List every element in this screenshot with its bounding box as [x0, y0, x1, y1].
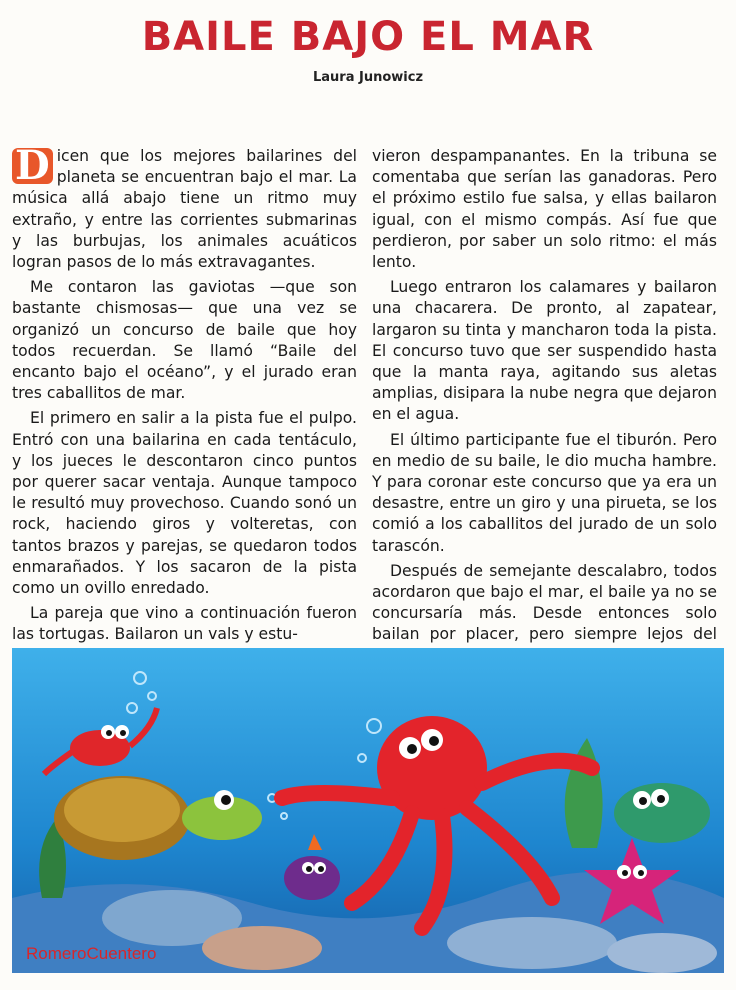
paragraph-2: Me contaron las gaviotas —que son bastante chismosas— que una vez se organizó un concurso de baile que hoy todos recuerdan. Se llamó “Baile del encanto bajo el océano”, y el jurado eran tres caballitos de mar. [12, 278, 357, 403]
paragraph-1-text: icen que los mejores bailarines del planeta se encuentran bajo el mar. La música allá abajo tiene un ritmo muy extraño, y entre las corrientes submarinas y las burbujas, los animales acuáticos logran pasos de lo más extravagantes. [12, 147, 357, 272]
green-fish [614, 783, 710, 843]
rock [202, 926, 322, 970]
paragraph-5: vieron despampanantes. En la tribuna se comentaba que serían las ganadoras. Pero el próximo estilo fue salsa, y ellas bailaron igual, con el mismo compás. Así fue que perdieron, por saber un solo ritmo: el más lento. [372, 147, 717, 272]
rock [447, 917, 617, 969]
right-column [372, 146, 717, 671]
left-column [12, 142, 357, 650]
paragraph-1 [12, 142, 357, 273]
dropcap: D [12, 148, 53, 184]
paragraph-3: El primero en salir a la pista fue el pulpo. Entró con una bailarina en cada tentáculo, y los jueces le descontaron cinco puntos por querer sacar ventaja. Aunque tampoco le resultó muy provechoso. Cuando sonó un rock, haciendo giros y volteretas, con tantos brazos y parejas, se quedaron todos enmarañados. Y los sacaron de la pista como un ovillo enredado. [12, 409, 357, 598]
paragraph-6: Luego entraron los calamares y bailaron una chacarera. De pronto, al zapatear, largaron su tinta y mancharon toda la pista. El concurso tuvo que ser suspendido hasta que la manta raya, agitando sus aletas amplias, disipara la nube negra que dejaron en el agua. [372, 278, 717, 424]
paragraph-7: El último participante fue el tiburón. Pero en medio de su baile, le dio mucha hambre. Y para coronar este concurso que ya era un desastre, entre un giro y una pirueta, se los comió a los caballitos del jurado de un solo tarascón. [372, 430, 717, 555]
underwater-illustration [12, 648, 724, 973]
paragraph-8: Después de semejante descalabro, todos acordaron que bajo el mar, el baile ya no se concursaría más. Desde entonces solo bailan por placer, pero siempre lejos del [372, 561, 717, 644]
author-name: Laura Junowicz [312, 70, 424, 85]
paragraph-4: La pareja que vino a continuación fueron las tortugas. Bailaron un vals y estu- [12, 604, 357, 644]
rock [607, 933, 717, 973]
watermark: RomeroCuentero [26, 944, 157, 963]
story-title: BAILE BAJO EL MAR [141, 14, 595, 60]
